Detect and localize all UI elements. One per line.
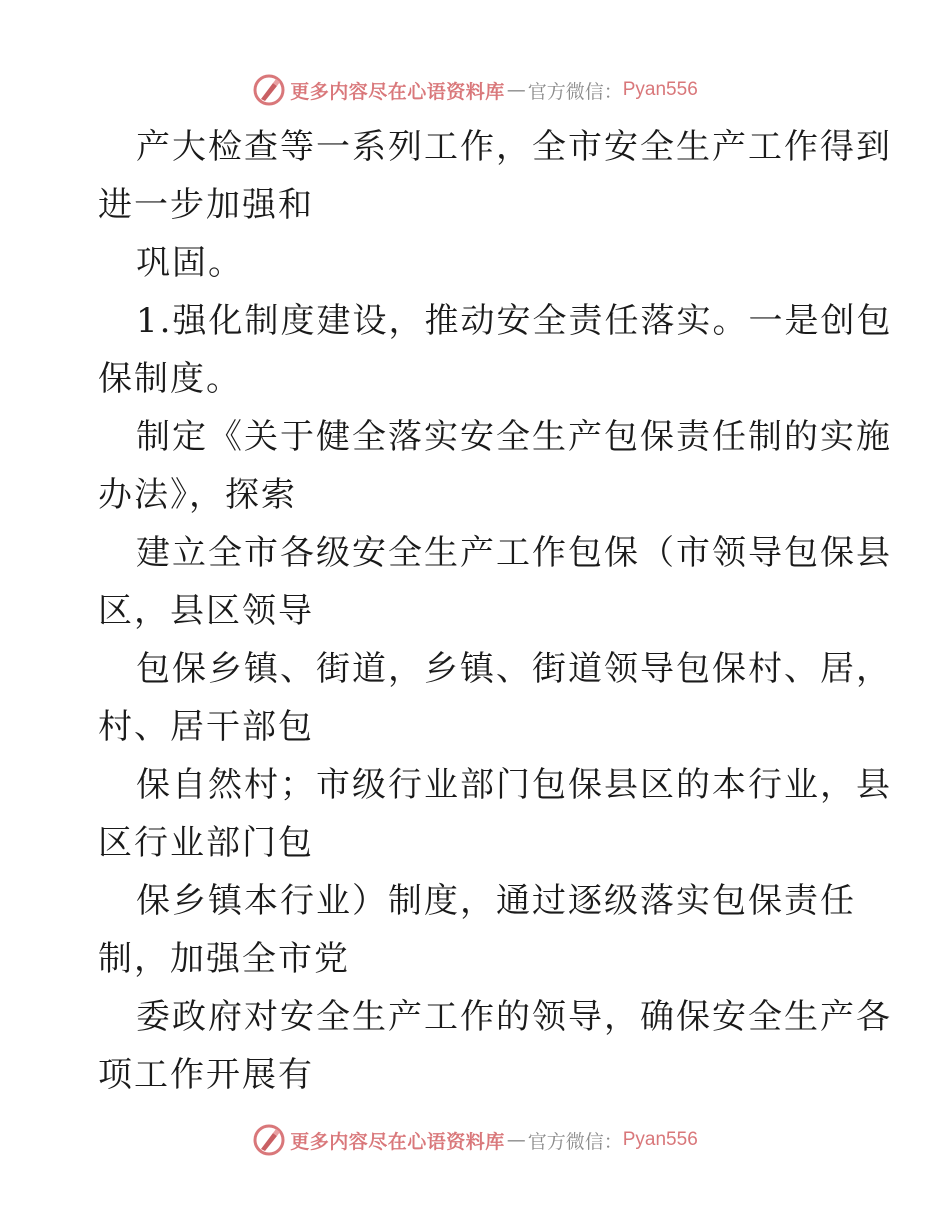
text-line: 办法》，探索	[98, 475, 297, 515]
text-line: 包保乡镇、街道，乡镇、街道领导包保村、居，	[136, 649, 892, 689]
text-line: 委政府对安全生产工作的领导，确保安全生产各	[136, 997, 892, 1037]
text-line: 产大检查等一系列工作，全市安全生产工作得到	[136, 127, 892, 167]
text-line: 保自然村；市级行业部门包保县区的本行业，县	[136, 765, 892, 805]
header-banner	[0, 70, 950, 110]
pen-logo-icon	[252, 1123, 286, 1157]
text-line: 制定《关于健全落实安全生产包保责任制的实施	[136, 417, 892, 457]
text-line: 保制度。	[98, 359, 242, 399]
text-line: 1.强化制度建设，推动安全责任落实。一是创包	[136, 301, 893, 341]
document-body	[98, 118, 893, 1104]
text-line: 保乡镇本行业）制度，通过逐级落实包保责任	[136, 881, 856, 921]
banner-dash: —	[506, 79, 526, 101]
banner-wechat-label: 官方微信：	[527, 80, 623, 103]
text-line: 区，县区领导	[98, 591, 314, 631]
text-line: 建立全市各级安全生产工作包保（市领导包保县	[136, 533, 892, 573]
banner-wechat-id: Pyan556	[622, 1129, 698, 1150]
text-line: 巩固。	[136, 243, 244, 283]
pen-logo-icon	[252, 73, 286, 107]
banner-wechat-id: Pyan556	[622, 79, 698, 100]
text-line: 项工作开展有	[98, 1055, 314, 1095]
footer-banner	[0, 1120, 950, 1160]
banner-site-text: 更多内容尽在心语资料库	[290, 1130, 505, 1153]
banner-site-text: 更多内容尽在心语资料库	[290, 80, 505, 103]
text-line: 制，加强全市党	[98, 939, 350, 979]
banner-wechat-label: 官方微信：	[527, 1130, 623, 1153]
banner-dash: —	[506, 1129, 526, 1151]
text-line: 村、居干部包	[98, 707, 314, 747]
text-line: 进一步加强和	[98, 185, 314, 225]
text-line: 区行业部门包	[98, 823, 314, 863]
